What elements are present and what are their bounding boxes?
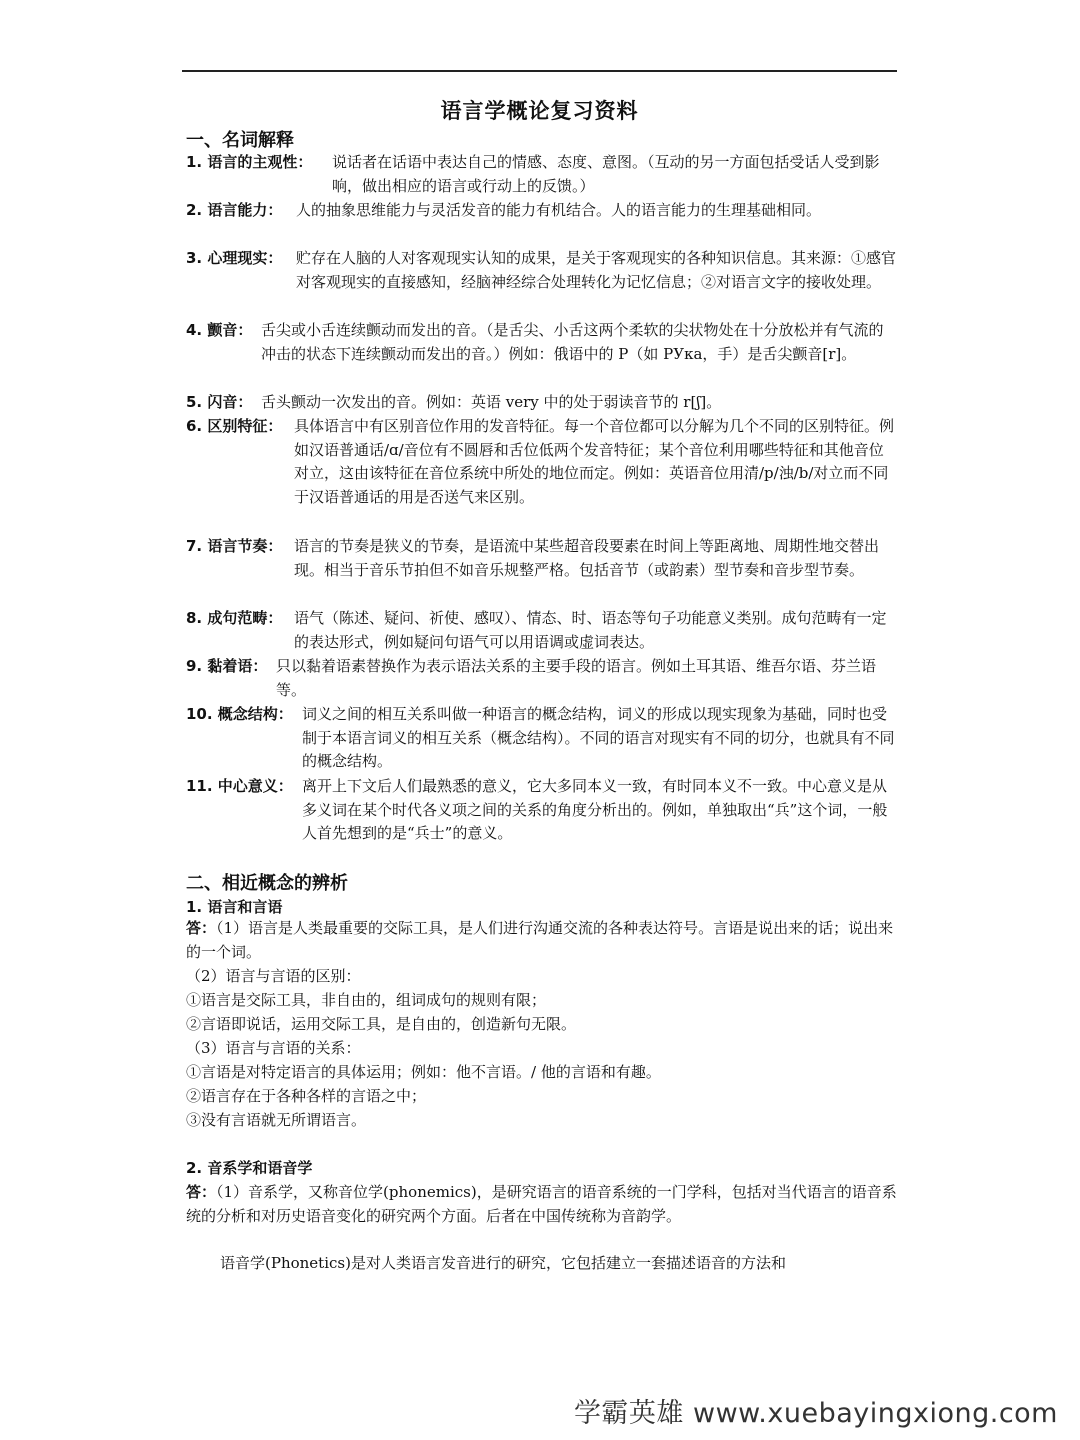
definition-term: 6. 区别特征：	[186, 417, 283, 435]
definition-term: 11. 中心意义：	[186, 777, 293, 795]
question-title: 2. 音系学和语音学	[186, 1159, 313, 1177]
definition-text: 具体语言中有区别音位作用的发音特征。每一个音位都可以分解为几个不同的区别特征。例如汉语普通话/ɑ/音位有不圆唇和舌位低两个发音特征；某个音位利用哪些特征和其他音位对立，这由该特征在音位系统中所处的地位而定。例如：英语音位用清/p/浊/b/对立而不同于汉语普通话的用是否送气来区别。	[294, 417, 895, 506]
definition-text: 只以黏着语素替换作为表示语法关系的主要手段的语言。例如土耳其语、维吾尔语、芬兰语等。	[276, 657, 877, 699]
question-title: 1. 语言和言语	[186, 898, 283, 916]
definition-term: 1. 语言的主观性：	[186, 153, 313, 171]
answer-text: （1）语言是人类最重要的交际工具，是人们进行沟通交流的各种表达符号。言语是说出来的话；说出来的一个词。	[186, 919, 894, 961]
definition-entry	[186, 775, 898, 846]
definition-entry	[186, 151, 898, 198]
definition-entry	[186, 247, 898, 294]
section-heading-concepts: 二、相近概念的辨析	[186, 873, 348, 894]
definition-text: 说话者在话语中表达自己的情感、态度、意图。（互动的另一方面包括受话人受到影响，做出相应的语言或行动上的反馈。）	[332, 153, 880, 195]
answer-paragraph	[186, 917, 898, 964]
section-heading-definitions: 一、名词解释	[186, 130, 294, 151]
definition-entry	[186, 655, 898, 702]
definition-entry	[186, 319, 898, 366]
answer-paragraph: 语音学(Phonetics)是对人类语言发音进行的研究，它包括建立一套描述语音的方法和	[220, 1254, 786, 1272]
answer-label: 答：	[186, 1183, 217, 1201]
definition-term: 8. 成句范畴：	[186, 609, 283, 627]
answer-paragraph	[186, 1181, 898, 1228]
definition-term: 7. 语言节奏：	[186, 537, 283, 555]
definition-entry	[186, 535, 898, 582]
page-title: 语言学概论复习资料	[440, 99, 639, 123]
answer-line: （2）语言与言语的区别：	[186, 967, 361, 985]
answer-line: （3）语言与言语的关系：	[186, 1039, 361, 1057]
answer-line: ②语言存在于各种各样的言语之中；	[186, 1087, 427, 1105]
definition-text: 贮存在人脑的人对客观现实认知的成果，是关于客观现实的各种知识信息。其来源：①感官对客观现实的直接感知，经脑神经综合处理转化为记忆信息；②对语言文字的接收处理。	[296, 249, 897, 291]
definition-text: 语言的节奏是狭义的节奏，是语流中某些超音段要素在时间上等距离地、周期性地交替出现。相当于音乐节拍但不如音乐规整严格。包括音节（或韵素）型节奏和音步型节奏。	[294, 537, 880, 579]
definition-term: 4. 颤音：	[186, 321, 253, 339]
answer-line: ②言语即说话，运用交际工具，是自由的，创造新句无限。	[186, 1015, 577, 1033]
definition-entry	[186, 415, 898, 509]
definition-term: 2. 语言能力：	[186, 201, 283, 219]
answer-text: （1）音系学，又称音位学(phonemics)，是研究语言的语音系统的一门学科，包括对当代语言的语音系统的分析和对历史语音变化的研究两个方面。后者在中国传统称为音韵学。	[186, 1183, 897, 1225]
definition-term: 5. 闪音：	[186, 393, 253, 411]
definition-text: 人的抽象思维能力与灵活发音的能力有机结合。人的语言能力的生理基础相同。	[296, 201, 822, 219]
definition-text: 舌尖或小舌连续颤动而发出的音。（是舌尖、小舌这两个柔软的尖状物处在十分放松并有气流的冲击的状态下连续颤动而发出的音。）例如：俄语中的 P（如 PУка，手）是舌尖颤音[r]。	[261, 321, 884, 363]
definition-term: 10. 概念结构：	[186, 705, 293, 723]
header-rule	[182, 70, 897, 72]
definition-text: 离开上下文后人们最熟悉的意义，它大多同本义一致，有时同本义不一致。中心意义是从多义词在某个时代各义项之间的关系的角度分析出的。例如，单独取出“兵”这个词，一般人首先想到的是“兵士”的意义。	[302, 777, 888, 842]
answer-line: ①语言是交际工具，非自由的，组词成句的规则有限；	[186, 991, 547, 1009]
definition-text: 舌头颤动一次发出的音。例如：英语 very 中的处于弱读音节的 r[ʃ]。	[261, 393, 722, 411]
definition-text: 语气（陈述、疑问、祈使、感叹）、情态、时、语态等句子功能意义类别。成句范畴有一定的表达形式，例如疑问句语气可以用语调或虚词表达。	[294, 609, 887, 651]
site-watermark: 学霸英雄 www.xuebayingxiong.com	[573, 1398, 1058, 1429]
definition-entry	[186, 703, 898, 774]
definition-term: 3. 心理现实：	[186, 249, 283, 267]
definition-entry	[186, 199, 898, 223]
definition-entry	[186, 607, 898, 654]
definition-text: 词义之间的相互关系叫做一种语言的概念结构，词义的形成以现实现象为基础，同时也受制于本语言词义的相互关系（概念结构）。不同的语言对现实有不同的切分，也就具有不同的概念结构。	[302, 705, 895, 770]
answer-line: ③没有言语就无所谓语言。	[186, 1111, 367, 1129]
answer-line: ①言语是对特定语言的具体运用；例如：他不言语。/ 他的言语和有趣。	[186, 1063, 661, 1081]
definition-term: 9. 黏着语：	[186, 657, 268, 675]
definition-entry	[186, 391, 898, 415]
answer-label: 答：	[186, 919, 217, 937]
